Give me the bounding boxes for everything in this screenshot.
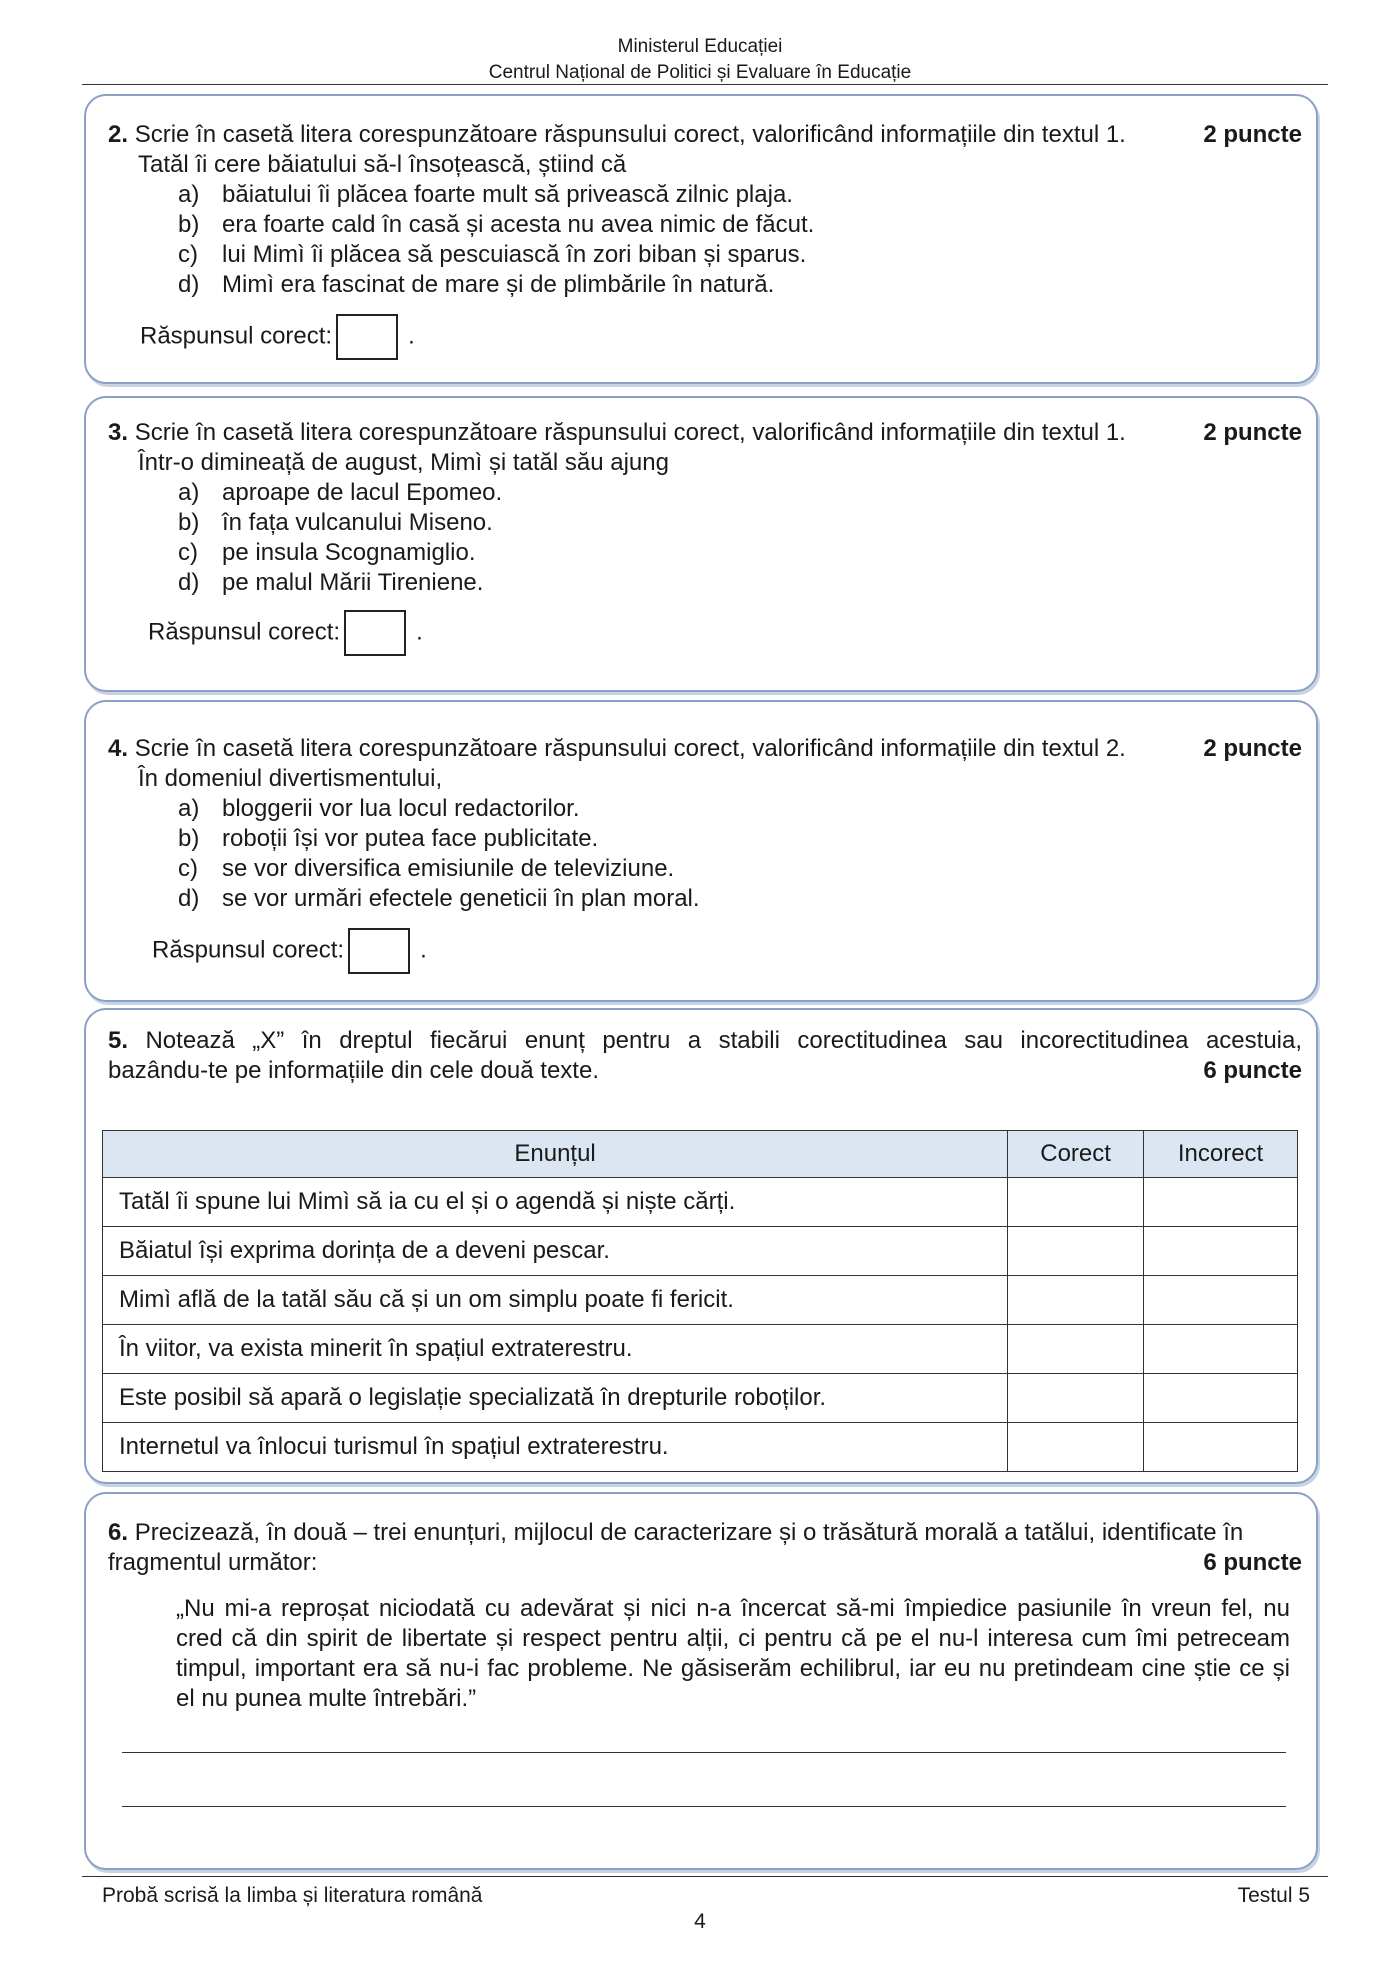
option-d: d) pe malul Mării Tireniene. [178,569,484,596]
correct-cell[interactable] [1008,1374,1144,1423]
table-row [103,1374,1298,1423]
question-3-instruction [108,418,1302,448]
footer-test-number: Testul 5 [1237,1884,1310,1907]
question-4-box [84,700,1318,1002]
header-incorrect: Incorect [1144,1131,1298,1178]
correct-cell[interactable] [1008,1276,1144,1325]
footer-rule [82,1876,1328,1877]
statement-cell: Tatăl îi spune lui Mimì să ia cu el și o agendă și niște cărți. [103,1178,1008,1227]
incorrect-cell[interactable] [1144,1325,1298,1374]
answer-row: Răspunsul corect: . [152,928,427,974]
points-label: 6 puncte [1203,1057,1302,1084]
statement-cell: Este posibil să apară o legislație specializată în drepturile roboților. [103,1374,1008,1423]
question-2-box [84,94,1318,384]
header-rule [82,84,1328,85]
option-b: b) roboții își vor putea face publicitate. [178,825,599,852]
header-statement: Enunțul [103,1131,1008,1178]
page-number: 4 [694,1910,706,1933]
question-6-instruction-line2: fragmentul următor: [108,1549,318,1576]
option-b: b) în fața vulcanului Miseno. [178,509,493,536]
answer-label: Răspunsul corect: [140,322,333,350]
answer-line-1[interactable] [122,1752,1286,1753]
option-c: c) lui Mimì îi plăcea să pescuiască în zori biban și sparus. [178,241,807,268]
answer-box[interactable] [336,314,398,360]
answer-box[interactable] [348,928,410,974]
statement-cell: Mimì află de la tatăl său că și un om simplu poate fi fericit. [103,1276,1008,1325]
statement-cell: Băiatul își exprima dorința de a deveni pescar. [103,1227,1008,1276]
incorrect-cell[interactable] [1144,1227,1298,1276]
header-ministry: Ministerul Educației [617,36,783,57]
option-a: a) bloggerii vor lua locul redactorilor. [178,795,580,822]
quoted-fragment: „Nu mi-a reproșat niciodată cu adevărat și nici n-a încercat să-mi împiedice pasiunile în vreun fel, nu cred că din spirit de libertate și respect pentru alții, ci pentru că pe el nu-l interesa cum îmi petreceam timpul, important era să nu-i fac probleme. Ne găsiserăm echilibrul, iar eu nu pretindeam cine știe ce și el nu punea multe întrebări.” [176,1595,1290,1712]
statement-cell: Internetul va înlocui turismul în spațiul extraterestru. [103,1423,1008,1472]
question-5-instruction-line1 [108,1026,1302,1056]
statements-table [102,1130,1298,1472]
question-number: 3. [108,419,129,446]
instruction-text: Scrie în casetă litera corespunzătoare răspunsului corect, valorificând informațiile din textul 1. [134,419,1126,446]
answer-label: Răspunsul corect: [152,936,345,964]
points-label: 2 puncte [1203,121,1302,148]
option-a: a) aproape de lacul Epomeo. [178,479,503,506]
table-row [103,1325,1298,1374]
correct-cell[interactable] [1008,1178,1144,1227]
question-number: 5. [108,1027,129,1054]
instruction-text: Scrie în casetă litera corespunzătoare răspunsului corect, valorificând informațiile din textul 2. [134,735,1126,762]
incorrect-cell[interactable] [1144,1374,1298,1423]
answer-row: Răspunsul corect: . [148,610,423,656]
question-3-box [84,396,1318,692]
table-row [103,1227,1298,1276]
table-row [103,1276,1298,1325]
answer-line-2[interactable] [122,1806,1286,1807]
question-4-instruction [108,734,1302,764]
question-number: 2. [108,121,129,148]
option-d: d) se vor urmări efectele geneticii în plan moral. [178,885,700,912]
option-c: c) se vor diversifica emisiunile de televiziune. [178,855,675,882]
statement-cell: În viitor, va exista minerit în spațiul extraterestru. [103,1325,1008,1374]
points-label: 6 puncte [1203,1549,1302,1576]
points-label: 2 puncte [1203,735,1302,762]
correct-cell[interactable] [1008,1325,1144,1374]
incorrect-cell[interactable] [1144,1423,1298,1472]
footer-subject: Probă scrisă la limba și literatura română [102,1884,483,1907]
page-header [0,34,1400,86]
instruction-text: Precizează, în două – trei enunțuri, mijlocul de caracterizare și o trăsătură morală a tatălui, identificate în [134,1519,1244,1546]
question-number: 4. [108,735,129,762]
question-5-box [84,1008,1318,1484]
table-header-row [103,1131,1298,1178]
incorrect-cell[interactable] [1144,1276,1298,1325]
points-label: 2 puncte [1203,419,1302,446]
question-number: 6. [108,1519,129,1546]
answer-box[interactable] [344,610,406,656]
question-5-instruction-line2: bazându-te pe informațiile din cele două texte. [108,1057,599,1084]
question-6-box [84,1492,1318,1870]
question-stem: Într-o dimineață de august, Mimì și tatăl său ajung [138,449,669,476]
instruction-text: Scrie în casetă litera corespunzătoare răspunsului corect, valorificând informațiile din textul 1. [134,121,1126,148]
question-6-instruction-line1 [108,1518,1302,1548]
option-d: d) Mimì era fascinat de mare și de plimbările în natură. [178,271,775,298]
option-c: c) pe insula Scognamiglio. [178,539,476,566]
question-2-instruction [108,120,1302,150]
correct-cell[interactable] [1008,1423,1144,1472]
correct-cell[interactable] [1008,1227,1144,1276]
option-b: b) era foarte cald în casă și acesta nu avea nimic de făcut. [178,211,815,238]
table-row [103,1423,1298,1472]
option-a: a) băiatului îi plăcea foarte mult să privească zilnic plaja. [178,181,793,208]
question-stem: Tatăl îi cere băiatului să-l însoțească, știind că [138,151,627,178]
header-center: Centrul Național de Politici și Evaluare în Educație [488,62,912,83]
answer-label: Răspunsul corect: [148,618,341,646]
incorrect-cell[interactable] [1144,1178,1298,1227]
answer-row: Răspunsul corect: . [140,314,415,360]
table-row [103,1178,1298,1227]
instruction-text: Notează „X” în dreptul fiecărui enunț pentru a stabili corectitudinea sau incorectitudinea acestuia, [145,1027,1303,1054]
header-correct: Corect [1008,1131,1144,1178]
question-stem: În domeniul divertismentului, [138,765,443,792]
